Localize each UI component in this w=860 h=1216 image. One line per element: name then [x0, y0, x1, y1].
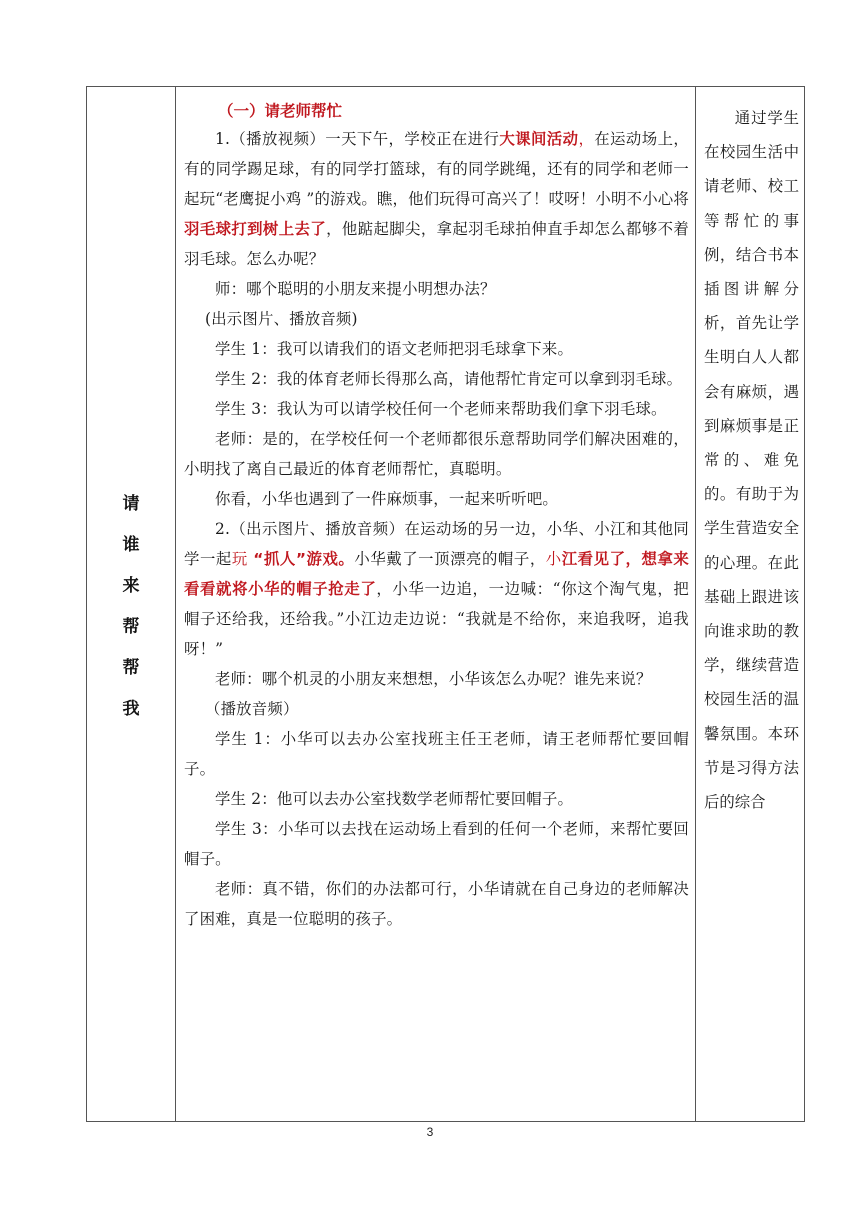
paragraph-student-3a: 学生 3：我认为可以请学校任何一个老师来帮助我们拿下羽毛球。 — [215, 400, 667, 418]
section-heading: （一）请老师帮忙 — [218, 102, 343, 120]
title-char: 我 — [122, 699, 140, 719]
title-char: 谁 — [122, 535, 140, 555]
paragraph-media-note-1: (出示图片、播放音频) — [205, 310, 358, 328]
paragraph-student-2b: 学生 2：他可以去办公室找数学老师帮忙要回帽子。 — [215, 790, 574, 808]
design-intent-text: 通过学生在校园生活中请老师、校工等帮忙的事例，结合书本插图讲解分析，首先让学生明白人人都会有麻烦，遇到麻烦事是正常的、难免的。有助于为学生营造安全的心理。在此基础上跟进该向谁求助的教学，继续营造校园生活的温馨氛围。本环节是习得方法后的综合 — [704, 109, 799, 812]
paragraph-media-note-2: （播放音频） — [205, 700, 299, 718]
highlight-hat: 江看见了，想拿来看看就将小华的帽子抢走了 — [184, 550, 689, 598]
paragraph-scenario-1: 1.（播放视频）一天下午，学校正在进行大课间活动，在运动场上，有的同学踢足球，有的同学打篮球，有的同学跳绳，还有的同学和老师一起玩“老鹰捉小鸡 ”的游戏。瞧，他们玩得可高兴了！哎呀！小明不小心将羽毛球打到树上去了，他踮起脚尖，拿起羽毛球拍伸直手却怎么都够不着羽毛球。怎么办呢？ — [184, 130, 689, 268]
paragraph-student-1a: 学生 1：我可以请我们的语文老师把羽毛球拿下来。 — [215, 340, 574, 358]
paragraph-transition: 你看，小华也遇到了一件麻烦事，一起来听听吧。 — [215, 490, 558, 508]
paragraph-teacher-response-2: 老师：真不错，你们的办法都可行，小华请就在自己身边的老师解决了困难，真是一位聪明的孩子。 — [184, 880, 689, 928]
paragraph-student-2a: 学生 2：我的体育老师长得那么高，请他帮忙肯定可以拿到羽毛球。 — [215, 370, 683, 388]
title-char: 帮 — [122, 617, 140, 637]
section-title-cell — [87, 87, 176, 1122]
paragraph-teacher-question-1: 师：哪个聪明的小朋友来提小明想办法？ — [215, 280, 496, 298]
highlight-game: “抓人”游戏。 — [253, 550, 355, 568]
page-number: 3 — [426, 1125, 434, 1139]
lesson-table — [86, 86, 805, 1122]
highlight-activity: 大课间活动 — [499, 130, 579, 148]
paragraph-student-3b: 学生 3：小华可以去找在运动场上看到的任何一个老师，来帮忙要回帽子。 — [184, 820, 689, 868]
highlight-badminton: 羽毛球打到树上去了 — [184, 220, 327, 238]
teaching-process-cell — [176, 87, 696, 1122]
title-char: 帮 — [122, 658, 140, 678]
paragraph-teacher-response-1: 老师：是的，在学校任何一个老师都很乐意帮助同学们解决困难的，小明找了离自己最近的体育老师帮忙，真聪明。 — [184, 430, 689, 478]
title-char: 请 — [122, 494, 140, 514]
title-char: 来 — [122, 576, 140, 596]
paragraph-student-1b: 学生 1：小华可以去办公室找班主任王老师，请王老师帮忙要回帽子。 — [184, 730, 689, 778]
paragraph-scenario-2: 2.（出示图片、播放音频）在运动场的另一边，小华、小江和其他同学一起玩 “抓人”游戏。小华戴了一顶漂亮的帽子，小江看见了，想拿来看看就将小华的帽子抢走了，小华一边追，一边喊：“你这个淘气鬼，把帽子还给我，还给我。”小江边走边说：“我就是不给你，来追我呀，追我呀！” — [184, 520, 689, 658]
paragraph-teacher-question-2: 老师：哪个机灵的小朋友来想想，小华该怎么办呢？谁先来说？ — [215, 670, 652, 688]
design-intent-cell — [696, 87, 805, 1122]
vertical-section-title — [123, 489, 140, 719]
